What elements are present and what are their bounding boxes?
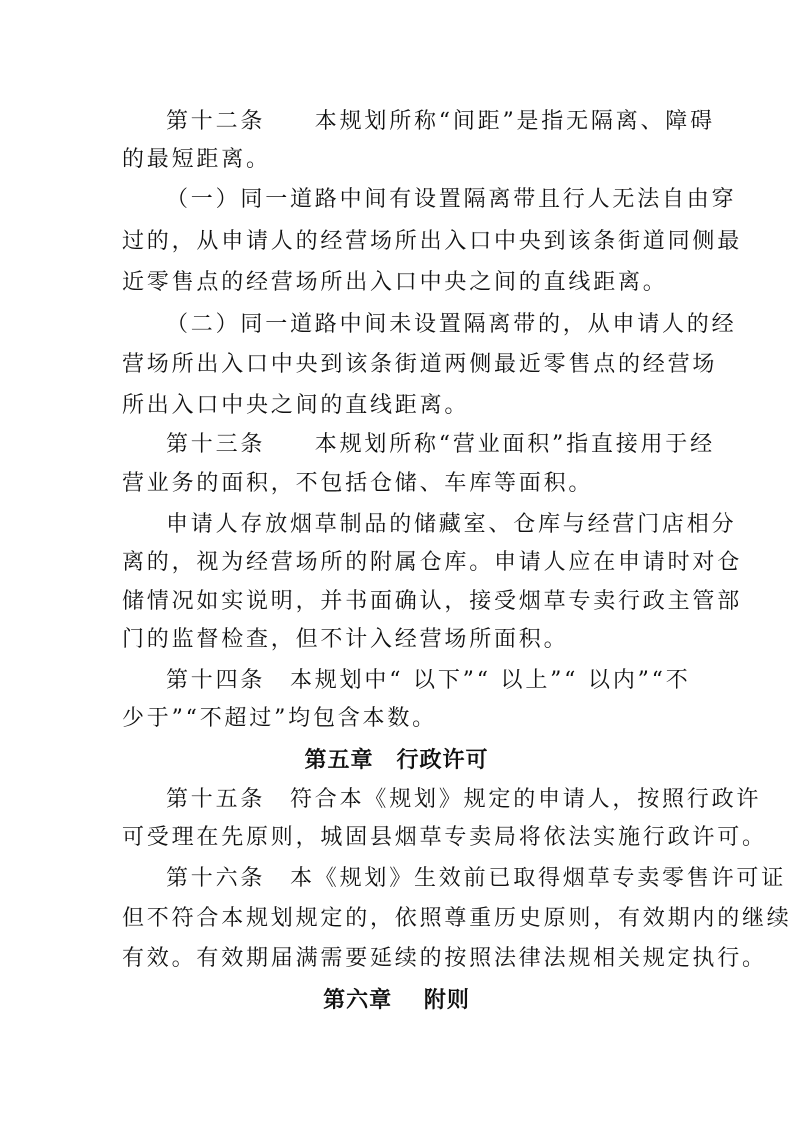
article-16-line-3: 有效。有效期届满需要延续的按照法律法规相关规定执行。 [122,946,767,971]
item-1-line-2: 过的，从申请人的经营场所出入口中央到该条街道同侧最 [122,229,743,254]
article-14-line-1: 第十四条 本规划中“ 以下”“ 以上”“ 以内”“不 [166,668,691,693]
article-16-line-1: 第十六条 本《规划》生效前已取得烟草专卖零售许可证 [166,866,787,891]
article-15-line-1: 第十五条 符合本《规划》规定的申请人，按照行政许 [166,787,762,812]
article-12-line-2: 的最短距离。 [122,147,271,172]
article-13-para-2-line-4: 门的监督检查，但不计入经营场所面积。 [122,627,569,652]
article-13-para-2-line-1: 申请人存放烟草制品的储藏室、仓库与经营门店相分 [166,512,737,537]
item-2-line-1: （二）同一道路中间未设置隔离带的，从申请人的经 [166,312,737,337]
article-16-line-2: 但不符合本规划规定的，依照尊重历史原则，有效期内的继续 [122,906,792,931]
article-13-para-2-line-3: 储情况如实说明，并书面确认，接受烟草专卖行政主管部 [122,589,743,614]
item-1-line-1: （一）同一道路中间有设置隔离带且行人无法自由穿 [166,187,737,212]
article-14-line-2: 少于”“不超过”均包含本数。 [122,706,437,731]
article-13-para-2-line-2: 离的，视为经营场所的附属仓库。申请人应在申请时对仓 [122,550,743,575]
article-13-line-1: 第十三条 本规划所称“营业面积”指直接用于经 [166,432,715,457]
article-13-line-2: 营业务的面积，不包括仓储、车库等面积。 [122,471,594,496]
item-2-line-3: 所出入口中央之间的直线距离。 [122,393,470,418]
chapter-5-heading: 第五章 行政许可 [304,748,489,773]
item-2-line-2: 营场所出入口中央到该条街道两侧最近零售点的经营场 [122,352,718,377]
article-15-line-2: 可受理在先原则，城固县烟草专卖局将依法实施行政许可。 [122,825,767,850]
item-1-line-3: 近零售点的经营场所出入口中央之间的直线距离。 [122,270,668,295]
article-12-line-1: 第十二条 本规划所称“间距”是指无隔离、障碍 [166,109,715,134]
chapter-6-heading: 第六章 附则 [323,988,470,1013]
